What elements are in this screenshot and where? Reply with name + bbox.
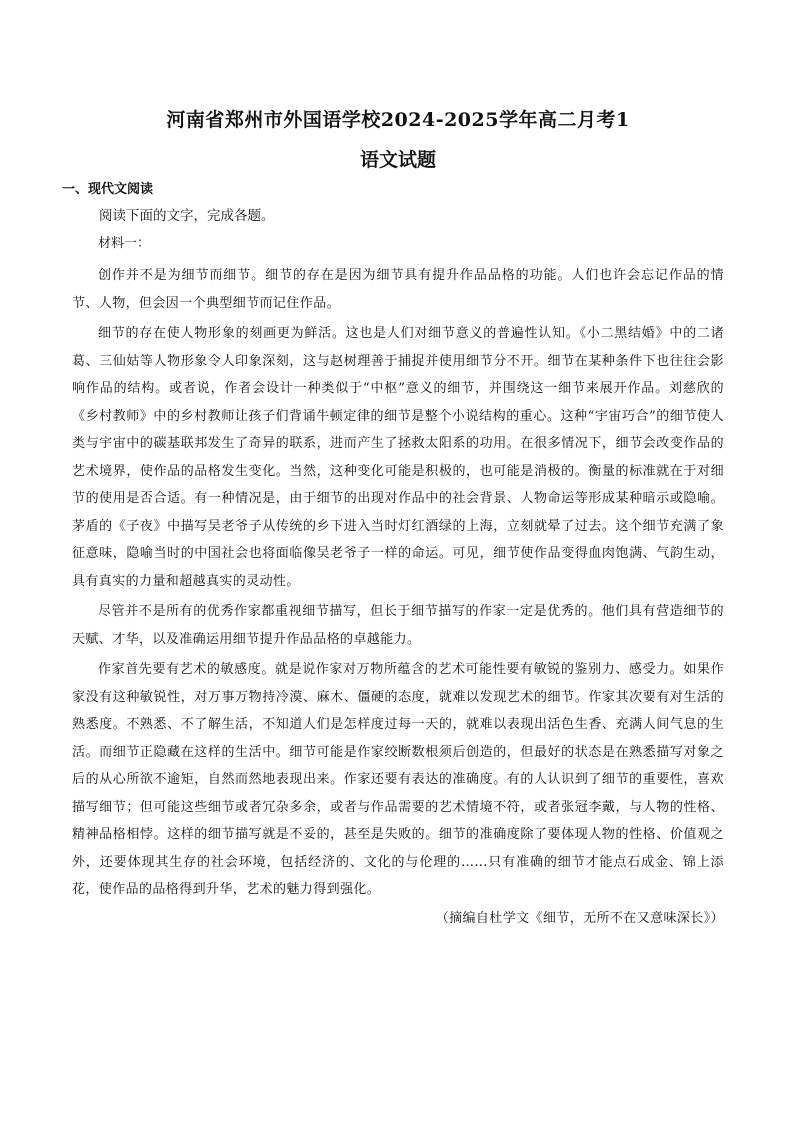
- paragraph-1: 创作并不是为细节而细节。细节的存在是因为细节具有提升作品品格的功能。人们也许会忘记作品的情节、人物，但会因一个典型细节而记住作品。: [72, 268, 724, 311]
- reading-instruction: 阅读下面的文字，完成各题。: [99, 208, 275, 224]
- page-subtitle: 语文试题: [359, 149, 436, 171]
- source-citation: （摘编自杜学文《细节，无所不在又意味深长》）: [435, 910, 724, 926]
- paragraph-4: 作家首先要有艺术的敏感度。就是说作家对万物所蕴含的艺术可能性要有敏锐的鉴别力、感受力。如果作家没有这种敏锐性，对万事万物持冷漠、麻木、僵硬的态度，就难以发现艺术的细节。作家其次要有对生活的熟悉度。不熟悉、不了解生活，不知道人们是怎样度过每一天的，就难以表现出活色生香、充满人间气息的生活。而细节正隐藏在这样的生活中。细节可能是作家绞断数根须后创造的，但最好的状态是在熟悉描写对象之后的从心所欲不逾矩，自然而然地表现出来。作家还要有表达的准确度。有的人认识到了细节的重要性，喜欢描写细节；但可能这些细节或者冗杂多余，或者与作品需要的艺术情境不符，或者张冠李戴，与人物的性格、精神品格相悖。这样的细节描写就是不妥的，甚至是失败的。细节的准确度除了要体现人物的性格、价值观之外，还要体现其生存的社会环境，包括经济的、文化的与伦理的……只有准确的细节才能点石成金、锦上添花，使作品的品格得到升华，艺术的魅力得到强化。: [72, 662, 724, 897]
- paragraph-3: 尽管并不是所有的优秀作家都重视细节描写，但长于细节描写的作家一定是优秀的。他们具有营造细节的天赋、才华，以及准确运用细节提升作品品格的卓越能力。: [72, 604, 724, 647]
- page-title: 河南省郑州市外国语学校2024-2025学年高二月考1: [166, 109, 630, 131]
- paragraph-2: 细节的存在使人物形象的刻画更为鲜活。这也是人们对细节意义的普遍性认知。《小二黑结婚》中的二诸葛、三仙姑等人物形象令人印象深刻，这与赵树理善于捕捉并使用细节分不开。细节在某种条件下也往往会影响作品的结构。或者说，作者会设计一种类似于“中枢”意义的细节，并围绕这一细节来展开作品。刘慈欣的《乡村教师》中的乡村教师让孩子们背诵牛顿定律的细节是整个小说结构的重心。这种“宇宙巧合”的细节使人类与宇宙中的碳基联邦发生了奇异的联系，进而产生了拯救太阳系的功用。在很多情况下，细节会改变作品的艺术境界，使作品的品格发生变化。当然，这种变化可能是积极的，也可能是消极的。衡量的标准就在于对细节的使用是否合适。有一种情况是，由于细节的出现对作品中的社会背景、人物命运等形成某种暗示或隐喻。茅盾的《子夜》中描写吴老爷子从传统的乡下进入当时灯红酒绿的上海，立刻就晕了过去。这个细节充满了象征意味，隐喻当时的中国社会也将面临像吴老爷子一样的命运。可见，细节使作品变得血肉饱满、气韵生动，具有真实的力量和超越真实的灵动性。: [72, 326, 724, 589]
- material-label: 材料一：: [98, 236, 151, 251]
- section-heading: 一、现代文阅读: [62, 182, 154, 197]
